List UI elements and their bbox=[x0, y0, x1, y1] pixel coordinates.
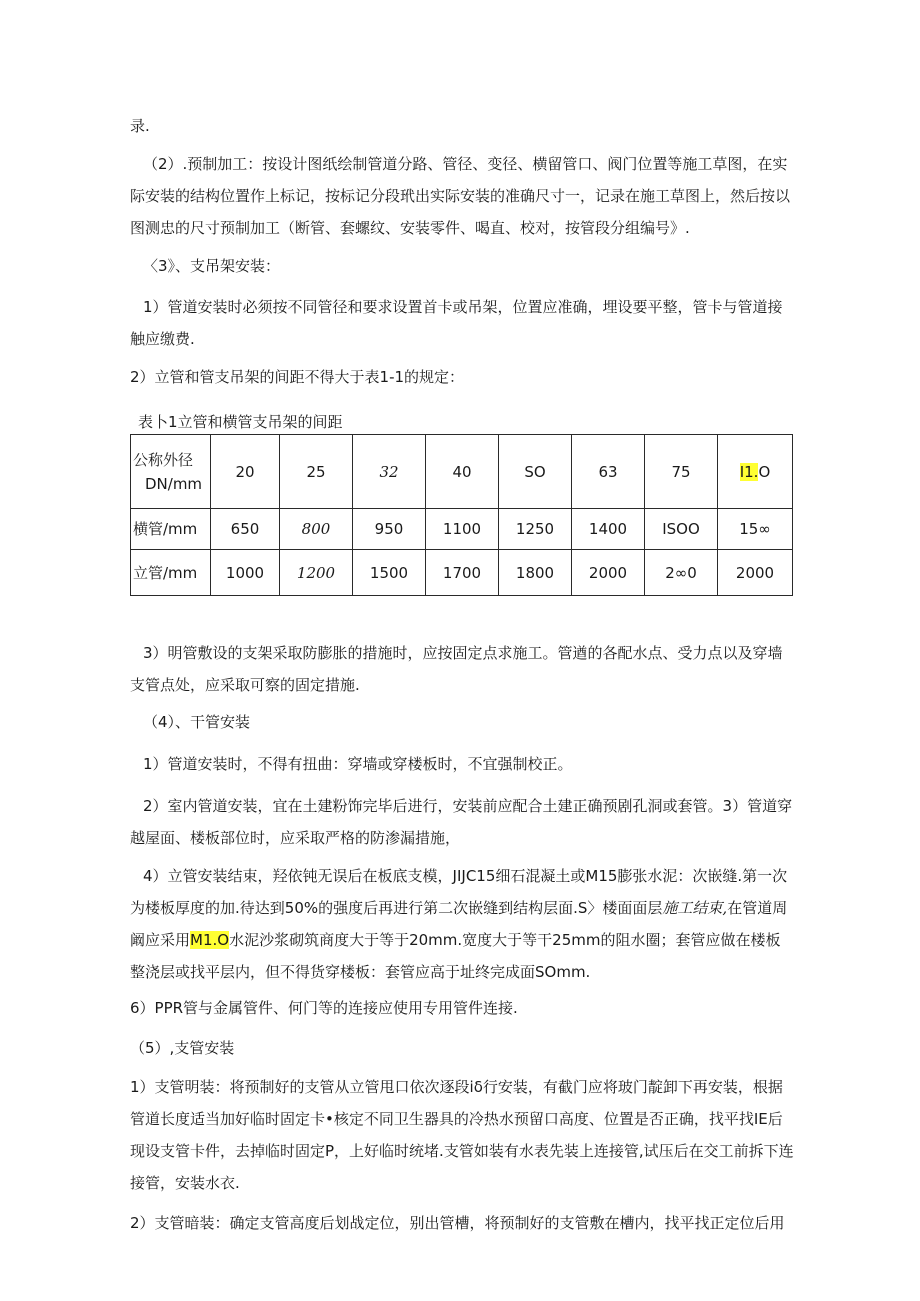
paragraph-ppr-connection: 6）PPR管与金属管件、何门等的连接应使用专用管件连接. bbox=[130, 999, 518, 1017]
vertical-cell: 1700 bbox=[426, 550, 499, 596]
header-cell bbox=[131, 435, 211, 509]
horizontal-cell: 650 bbox=[211, 509, 280, 550]
horizontal-cell: 15∞ bbox=[718, 509, 793, 550]
size-cell: 63 bbox=[572, 435, 645, 509]
size-cell: 25 bbox=[280, 435, 353, 509]
paragraph-prefabrication: （2）.预制加工：按设计图纸绘制管道分路、管径、变径、横留管口、阀门位置等施工草图，在实际安装的结构位置作上标记，按标记分段玳出实际安装的准确尺寸一，记录在施工草图上，然后按以图测忠的尺寸预制加工（断管、套螺纹、安装零件、喝直、校对，按管段分组编号》. bbox=[130, 155, 791, 237]
row-label-horizontal: 横管/mm bbox=[131, 509, 211, 550]
vertical-cell: 1800 bbox=[499, 550, 572, 596]
horizontal-cell: 800 bbox=[280, 509, 353, 550]
highlighted-text: M1.O bbox=[190, 931, 230, 949]
paragraph-branch-concealed: 2）支管暗装：确定支管高度后划战定位，别出管槽，将预制好的支管敷在槽内，找平找正定位后用 bbox=[130, 1214, 785, 1232]
vertical-cell: 1200 bbox=[280, 550, 353, 596]
highlighted-text: I1. bbox=[739, 462, 759, 481]
paragraph-main-pipe-1: 1）管道安装时，不得有扭曲：穿墙或穿楼板时，不宜强制校正。 bbox=[143, 755, 573, 773]
horizontal-cell: 1250 bbox=[499, 509, 572, 550]
vertical-cell: 1500 bbox=[353, 550, 426, 596]
paragraph-main-pipe-2: 2）室内管道安装，宜在土建粉饰完毕后进行，安装前应配合土建正确预剧孔洞或套管。3）管道穿越屋面、楼板部位时，应采取严格的防渗漏措施， bbox=[130, 797, 793, 847]
header-label-diameter: 公称外径 bbox=[133, 450, 194, 469]
horizontal-cell: 950 bbox=[353, 509, 426, 550]
paragraph-main-pipe-4 bbox=[130, 860, 795, 988]
text-run: 水泥沙浆砌筑商度大于等于20mm.宽度大于等干25mm的阻水圈；套管应做在楼板整浇层或找平层内，但不得货穿楼板：套管应高于址终完成面SOmm. bbox=[130, 931, 781, 981]
vertical-cell: 2∞0 bbox=[645, 550, 718, 596]
vertical-cell: 1000 bbox=[211, 550, 280, 596]
paragraph-support-1: 1）管道安装时必须按不同管径和要求设置首卡或吊架，位置应准确，埋设要平整，管卡与管道接触应缴费. bbox=[130, 298, 783, 348]
horizontal-cell: 1400 bbox=[572, 509, 645, 550]
size-cell: SO bbox=[499, 435, 572, 509]
paragraph-support-3: 3）明管敷设的支架采取防膨胀的措施时，应按固定点求施工。管遒的各配水点、受力点以及穿墙支管点处，应采取可察的固定措施. bbox=[130, 644, 783, 694]
paragraph-support-2: 2）立管和管支吊架的间距不得大于表1-1的规定： bbox=[130, 368, 465, 386]
vertical-cell: 2000 bbox=[572, 550, 645, 596]
section-heading-main-pipe: （4）、干管安装 bbox=[143, 713, 251, 731]
paragraph-branch-exposed: 1）支管明装：将预制好的支管从立管甩口依次逐段iδ行安装，有截门应将玻门靛卸下再安装，根据管道长度适当加好临时固定卡•核定不同卫生器具的冷热水预留口高度、位置是否正确，找平找IE后现设支管卡件，去掉临时固定P，上好临时统堵.支管如装有水表先装上连接管,试压后在交工前拆下连接管，安装水衣. bbox=[130, 1078, 794, 1192]
row-label-vertical: 立管/mm bbox=[131, 550, 211, 596]
horizontal-cell: ISOO bbox=[645, 509, 718, 550]
size-cell-last bbox=[718, 435, 793, 509]
table-row-horizontal bbox=[131, 509, 793, 550]
header-label-unit: DN/mm bbox=[145, 474, 203, 493]
support-spacing-table bbox=[130, 434, 793, 596]
horizontal-cell: 1100 bbox=[426, 509, 499, 550]
size-cell: 20 bbox=[211, 435, 280, 509]
size-cell: 40 bbox=[426, 435, 499, 509]
text-run: 4）立管安装结束，羟依钝无误后在板底支模，JIJC15细石混凝土或M15膨张水泥：次嵌缝.第一次为楼板厚度的加.待达到50%的强度后再进行第二次嵌缝到结构层面.S〉楼面面层 bbox=[130, 867, 788, 917]
vertical-cell: 2000 bbox=[718, 550, 793, 596]
table-row-vertical bbox=[131, 550, 793, 596]
paragraph-continuation: 录. bbox=[130, 117, 150, 135]
text-run: 在管道周阚应采用 bbox=[130, 899, 788, 949]
italic-text: 施工结束, bbox=[662, 899, 728, 917]
table-caption: 表卜1立管和横管支吊架的间距 bbox=[138, 413, 343, 431]
section-heading-supports: 〈3》、支吊架安装： bbox=[143, 257, 281, 275]
size-cell: 32 bbox=[353, 435, 426, 509]
section-heading-branch-pipe: （5）,支管安装 bbox=[130, 1039, 235, 1057]
table-row-diameter bbox=[131, 435, 793, 509]
size-cell-tail: O bbox=[758, 462, 771, 481]
size-cell: 75 bbox=[645, 435, 718, 509]
